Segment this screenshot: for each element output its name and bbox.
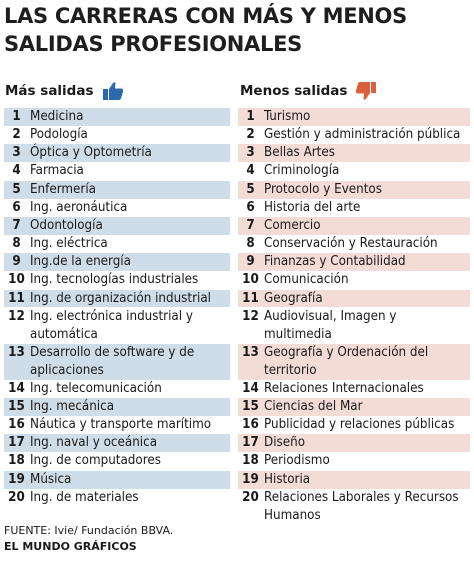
rank-number: 8 [246, 236, 255, 252]
rank-number: 18 [8, 453, 25, 469]
rank-number: 6 [12, 199, 21, 215]
rank-number: 19 [8, 471, 25, 487]
degree-name: Relaciones Internacionales [264, 380, 424, 396]
list-item [4, 181, 230, 199]
list-item [238, 380, 470, 398]
rank-number: 7 [12, 217, 21, 233]
column-heading-more-label: Más salidas [5, 83, 94, 99]
rank-number: 20 [8, 489, 25, 505]
rank-number: 9 [12, 254, 21, 270]
fewer-outlets-list [238, 108, 470, 525]
degree-name: Historia [264, 471, 311, 487]
degree-name: Ing. de computadores [30, 453, 161, 469]
rank-number: 5 [246, 181, 255, 197]
list-item [238, 144, 470, 162]
rank-number: 4 [246, 163, 255, 179]
degree-name: Historia del arte [264, 199, 361, 215]
list-item [238, 181, 470, 199]
degree-name: Audiovisual, Imagen y multimedia [264, 308, 397, 342]
degree-name: Ing. mecánica [30, 399, 115, 414]
rank-number: 1 [246, 109, 255, 124]
degree-name: Comunicación [264, 272, 349, 288]
rank-number: 11 [242, 290, 259, 306]
rank-number: 14 [242, 380, 259, 396]
rank-number: 14 [8, 380, 25, 396]
thumbs-down-icon [355, 81, 377, 101]
degree-name: Conservación y Restauración [264, 236, 438, 252]
degree-name: Ing. eléctrica [30, 236, 108, 252]
list-item [4, 199, 230, 217]
list-item [4, 126, 230, 144]
page-title: LAS CARRERAS CON MÁS Y MENOS SALIDAS PROFESIONALES [4, 4, 407, 56]
list-item [4, 271, 230, 289]
list-item [4, 416, 230, 434]
degree-name: Farmacia [30, 163, 84, 179]
list-item [238, 416, 470, 434]
list-item [4, 434, 230, 452]
degree-name: Bellas Artes [264, 145, 335, 161]
rank-number: 17 [242, 435, 259, 451]
column-heading-less [240, 80, 377, 102]
rank-number: 4 [12, 163, 21, 179]
degree-name: Ing. electrónica industrial y automática [30, 308, 193, 342]
list-item [238, 217, 470, 235]
list-item [4, 452, 230, 470]
degree-name: Gestión y administración pública [264, 127, 461, 143]
list-item [4, 217, 230, 235]
list-item [4, 471, 230, 489]
degree-name: Finanzas y Contabilidad [264, 254, 406, 270]
degree-name: Criminología [264, 163, 340, 179]
rank-number: 13 [8, 344, 25, 360]
list-item [238, 308, 470, 344]
list-item [4, 344, 230, 380]
list-item [4, 398, 230, 416]
thumbs-up-icon [102, 81, 124, 101]
source-note: FUENTE: Ivie/ Fundación BBVA. [4, 524, 174, 537]
rank-number: 7 [246, 217, 255, 233]
rank-number: 5 [12, 181, 21, 197]
degree-name: Diseño [264, 435, 306, 451]
rank-number: 8 [12, 236, 21, 252]
rank-number: 19 [242, 471, 259, 487]
degree-name: Relaciones Laborales y Recursos Humanos [264, 489, 459, 523]
rank-number: 15 [242, 399, 259, 414]
rank-number: 2 [12, 127, 21, 143]
list-item [238, 271, 470, 289]
degree-name: Ing. telecomunicación [30, 380, 162, 396]
degree-name: Ing. de materiales [30, 489, 139, 505]
degree-name: Comercio [264, 217, 321, 233]
list-item [4, 253, 230, 271]
list-item [238, 471, 470, 489]
rank-number: 3 [12, 145, 21, 161]
list-item [238, 489, 470, 525]
degree-name: Desarrollo de software y de aplicaciones [30, 344, 195, 378]
list-item [4, 144, 230, 162]
list-item [4, 308, 230, 344]
list-item [238, 235, 470, 253]
list-item [238, 398, 470, 416]
degree-name: Geografía [264, 290, 323, 306]
rank-number: 10 [8, 272, 25, 288]
degree-name: Ing.de la energía [30, 254, 131, 270]
degree-name: Podología [30, 127, 88, 143]
list-item [238, 108, 470, 126]
degree-name: Ciencias del Mar [264, 399, 363, 414]
rank-number: 16 [242, 417, 259, 433]
list-item [238, 290, 470, 308]
list-item [238, 434, 470, 452]
footer [4, 523, 173, 555]
degree-name: Ing. aeronáutica [30, 199, 128, 215]
brand-credit: EL MUNDO GRÁFICOS [4, 540, 137, 553]
degree-name: Geografía y Ordenación del territorio [264, 344, 429, 378]
rank-number: 12 [8, 308, 25, 324]
rank-number: 9 [246, 254, 255, 270]
degree-name: Enfermería [30, 181, 96, 197]
degree-name: Ing. tecnologías industriales [30, 272, 199, 288]
list-item [4, 290, 230, 308]
degree-name: Periodismo [264, 453, 330, 469]
degree-name: Náutica y transporte marítimo [30, 417, 212, 433]
list-item [238, 199, 470, 217]
rank-number: 1 [12, 109, 21, 124]
list-item [238, 253, 470, 271]
list-item [238, 452, 470, 470]
degree-name: Publicidad y relaciones públicas [264, 417, 455, 433]
degree-name: Protocolo y Eventos [264, 181, 382, 197]
list-item [238, 344, 470, 380]
rank-number: 13 [242, 344, 259, 360]
rank-number: 3 [246, 145, 255, 161]
rank-number: 11 [8, 290, 25, 306]
degree-name: Óptica y Optometría [30, 145, 152, 161]
column-heading-more [5, 80, 124, 102]
column-heading-less-label: Menos salidas [240, 83, 348, 99]
rank-number: 16 [8, 417, 25, 433]
rank-number: 2 [246, 127, 255, 143]
list-item [4, 108, 230, 126]
list-item [4, 489, 230, 507]
list-item [238, 162, 470, 180]
list-item [4, 235, 230, 253]
list-item [4, 380, 230, 398]
rank-number: 18 [242, 453, 259, 469]
list-item [238, 126, 470, 144]
rank-number: 12 [242, 308, 259, 324]
rank-number: 17 [8, 435, 25, 451]
degree-name: Turismo [264, 109, 311, 124]
degree-name: Ing. naval y oceánica [30, 435, 158, 451]
degree-name: Medicina [30, 109, 84, 124]
rank-number: 20 [242, 489, 259, 505]
degree-name: Ing. de organización industrial [30, 290, 212, 306]
list-item [4, 162, 230, 180]
rank-number: 15 [8, 399, 25, 414]
rank-number: 6 [246, 199, 255, 215]
more-outlets-list [4, 108, 230, 507]
degree-name: Odontología [30, 217, 103, 233]
rank-number: 10 [242, 272, 259, 288]
degree-name: Música [30, 471, 72, 487]
